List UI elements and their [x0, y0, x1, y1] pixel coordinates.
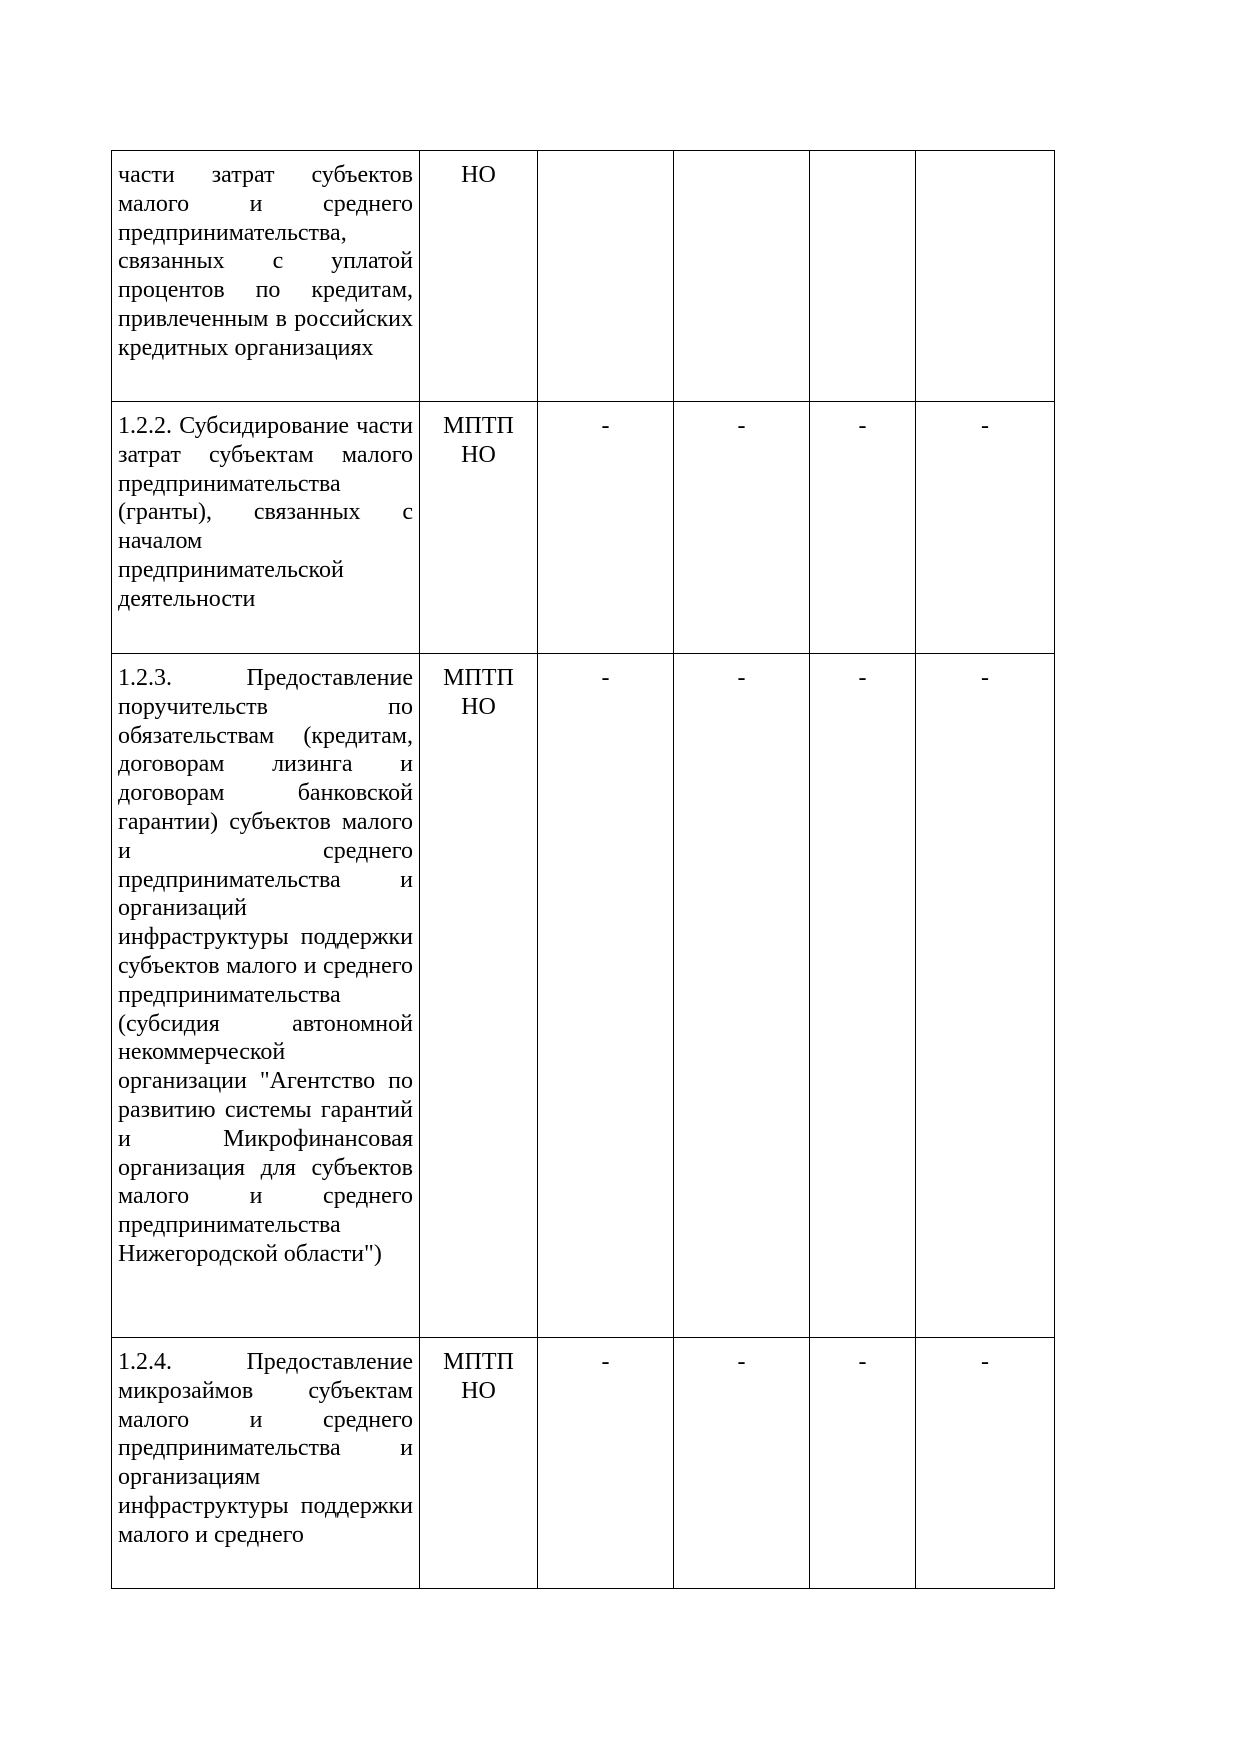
executor-line: МПТП: [443, 665, 514, 691]
value-cell: -: [810, 1338, 916, 1589]
value-cell: -: [674, 402, 810, 654]
value-cell: -: [916, 402, 1055, 654]
value-cell: -: [674, 1338, 810, 1589]
executor-line: МПТП: [443, 413, 514, 439]
executor-line: НО: [461, 162, 496, 188]
value-cell: -: [538, 654, 674, 1338]
executor-line: МПТП: [443, 1349, 514, 1375]
executor-cell: [420, 402, 538, 654]
table-row: [112, 1338, 1055, 1589]
value-cell: -: [538, 402, 674, 654]
value-cell: -: [916, 654, 1055, 1338]
executor-cell: [420, 1338, 538, 1589]
value-cell: [674, 151, 810, 402]
value-cell: -: [810, 402, 916, 654]
measure-description: 1.2.4. Предоставление микрозаймов субъектам малого и среднего предпринимательства и организациям инфраструктуры поддержки малого и среднего: [112, 1338, 420, 1589]
value-cell: [916, 151, 1055, 402]
executor-line: НО: [461, 1377, 496, 1404]
program-measures-table: [111, 150, 1055, 1589]
executor-cell: [420, 654, 538, 1338]
value-cell: -: [916, 1338, 1055, 1589]
value-cell: [810, 151, 916, 402]
measure-description: 1.2.2. Субсидирование части затрат субъектам малого предпринимательства (гранты), связанных с началом предпринимательской деятельности: [112, 402, 420, 654]
measure-description: части затрат субъектов малого и среднего предпринимательства, связанных с уплатой процентов по кредитам, привлеченным в российских кредитных организациях: [112, 151, 420, 402]
value-cell: -: [538, 1338, 674, 1589]
measure-description: 1.2.3. Предоставление поручительств по обязательствам (кредитам, договорам лизинга и договорам банковской гарантии) субъектов малого и среднего предпринимательства и организаций инфраструктуры поддержки субъектов малого и среднего предпринимательства (субсидия автономной некоммерческой организации "Агентство по развитию системы гарантий и Микрофинансовая организация для субъектов малого и среднего предпринимательства Нижегородской области"): [112, 654, 420, 1338]
executor-cell: [420, 151, 538, 402]
table-row: [112, 151, 1055, 402]
executor-line: НО: [461, 693, 496, 720]
value-cell: -: [810, 654, 916, 1338]
table-row: [112, 402, 1055, 654]
table-row: [112, 654, 1055, 1338]
executor-line: НО: [461, 441, 496, 468]
value-cell: [538, 151, 674, 402]
value-cell: -: [674, 654, 810, 1338]
